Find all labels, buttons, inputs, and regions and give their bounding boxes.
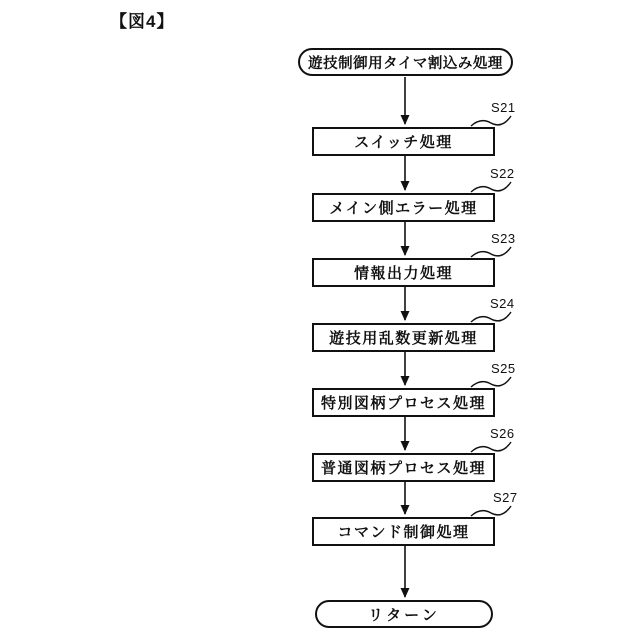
step-tag-s21: S21 xyxy=(491,100,516,115)
step-tag-s26: S26 xyxy=(490,426,515,441)
step-tag-s24: S24 xyxy=(490,296,515,311)
leader-squiggle xyxy=(471,182,511,192)
step-tag-s27: S27 xyxy=(493,490,518,505)
leader-squiggle xyxy=(471,377,511,387)
leader-squiggle xyxy=(471,442,511,452)
leader-squiggle xyxy=(471,506,511,516)
leader-squiggle xyxy=(471,247,511,257)
process-box-s26: 普通図柄プロセス処理 xyxy=(312,453,495,482)
process-box-s27: コマンド制御処理 xyxy=(312,517,495,546)
leader-squiggle xyxy=(471,116,511,126)
step-tag-s23: S23 xyxy=(491,231,516,246)
process-box-s21: スイッチ処理 xyxy=(312,127,495,156)
process-box-s22: メイン側エラー処理 xyxy=(312,193,495,222)
end-terminal: リターン xyxy=(315,600,493,628)
step-tag-s22: S22 xyxy=(490,166,515,181)
figure-label: 【図4】 xyxy=(110,12,175,31)
start-terminal: 遊技制御用タイマ割込み処理 xyxy=(298,48,513,76)
process-box-s23: 情報出力処理 xyxy=(312,258,495,287)
process-box-s24: 遊技用乱数更新処理 xyxy=(312,323,495,352)
leader-squiggle xyxy=(471,312,511,322)
step-tag-s25: S25 xyxy=(491,361,516,376)
process-box-s25: 特別図柄プロセス処理 xyxy=(312,388,495,417)
